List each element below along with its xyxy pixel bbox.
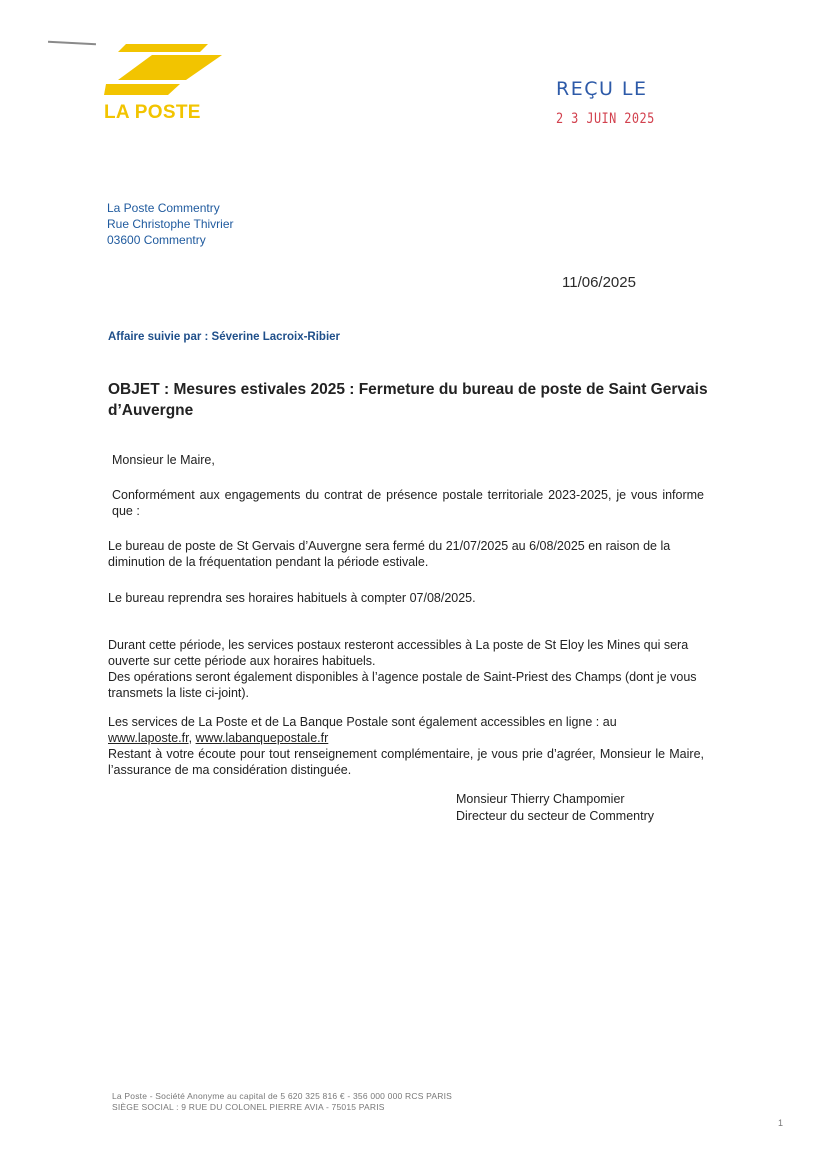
letter-date: 11/06/2025 — [562, 274, 636, 291]
la-poste-bird-icon — [104, 42, 226, 100]
signatory-name: Monsieur Thierry Champomier — [456, 792, 625, 806]
salutation: Monsieur le Maire, — [112, 453, 215, 467]
scan-artifact — [48, 41, 96, 46]
labanquepostale-link[interactable]: www.labanquepostale.fr — [195, 731, 329, 745]
page-number: 1 — [778, 1118, 784, 1128]
followup-name: Séverine Lacroix-Ribier — [211, 331, 341, 343]
laposte-link[interactable]: www.laposte.fr — [108, 731, 189, 745]
paragraph-online — [108, 714, 704, 778]
legal-footer — [112, 1091, 452, 1113]
signatory-title: Directeur du secteur de Commentry — [456, 809, 654, 823]
letter-subject: OBJET : Mesures estivales 2025 : Fermeture du bureau de poste de Saint Gervais d’Auvergne — [108, 381, 708, 419]
footer-line: La Poste - Société Anonyme au capital de 5 620 325 816 € - 356 000 000 RCS PARIS — [112, 1091, 452, 1101]
sender-line: Rue Christophe Thivrier — [107, 217, 234, 231]
received-stamp — [556, 78, 656, 127]
sender-line: La Poste Commentry — [107, 201, 220, 215]
stamp-date: 2 3 JUIN 2025 — [556, 111, 655, 127]
footer-line: SIÈGE SOCIAL : 9 RUE DU COLONEL PIERRE AVIA - 75015 PARIS — [112, 1102, 385, 1112]
closing-formula: Restant à votre écoute pour tout renseignement complémentaire, je vous prie d’agréer, Monsieur le Maire, l’assurance de ma considération distinguée. — [108, 747, 704, 777]
paragraph-closure: Le bureau de poste de St Gervais d’Auvergne sera fermé du 21/07/2025 au 6/08/2025 en raison de la diminution de la fréquentation pendant la période estivale. — [108, 539, 671, 569]
sender-address — [107, 200, 234, 248]
signature-block — [456, 791, 654, 825]
sender-line: 03600 Commentry — [107, 233, 206, 247]
paragraph-reopening: Le bureau reprendra ses horaires habituels à compter 07/08/2025. — [108, 591, 476, 605]
stamp-label: REÇU LE — [556, 78, 648, 100]
followup-line — [108, 331, 340, 343]
followup-label: Affaire suivie par : — [108, 331, 209, 343]
logo-text: LA POSTE — [104, 102, 201, 123]
paragraph-commitment: Conformément aux engagements du contrat de présence postale territoriale 2023-2025, je vous informe que : — [112, 488, 704, 518]
la-poste-logo — [104, 42, 230, 124]
paragraph-alternatives — [108, 637, 704, 701]
paragraph-alternatives-eloy: Durant cette période, les services postaux resteront accessibles à La poste de St Eloy les Mines qui sera ouverte sur cette période aux horaires habituels. — [108, 638, 689, 668]
online-links: www.laposte.fr, www.labanquepostale.fr — [108, 731, 329, 745]
paragraph-alternatives-priest: Des opérations seront également disponibles à l’agence postale de Saint-Priest des Champs (dont je vous transmets la liste ci-joint). — [108, 670, 697, 700]
online-services-text: Les services de La Poste et de La Banque Postale sont également accessibles en ligne : au — [108, 715, 617, 729]
